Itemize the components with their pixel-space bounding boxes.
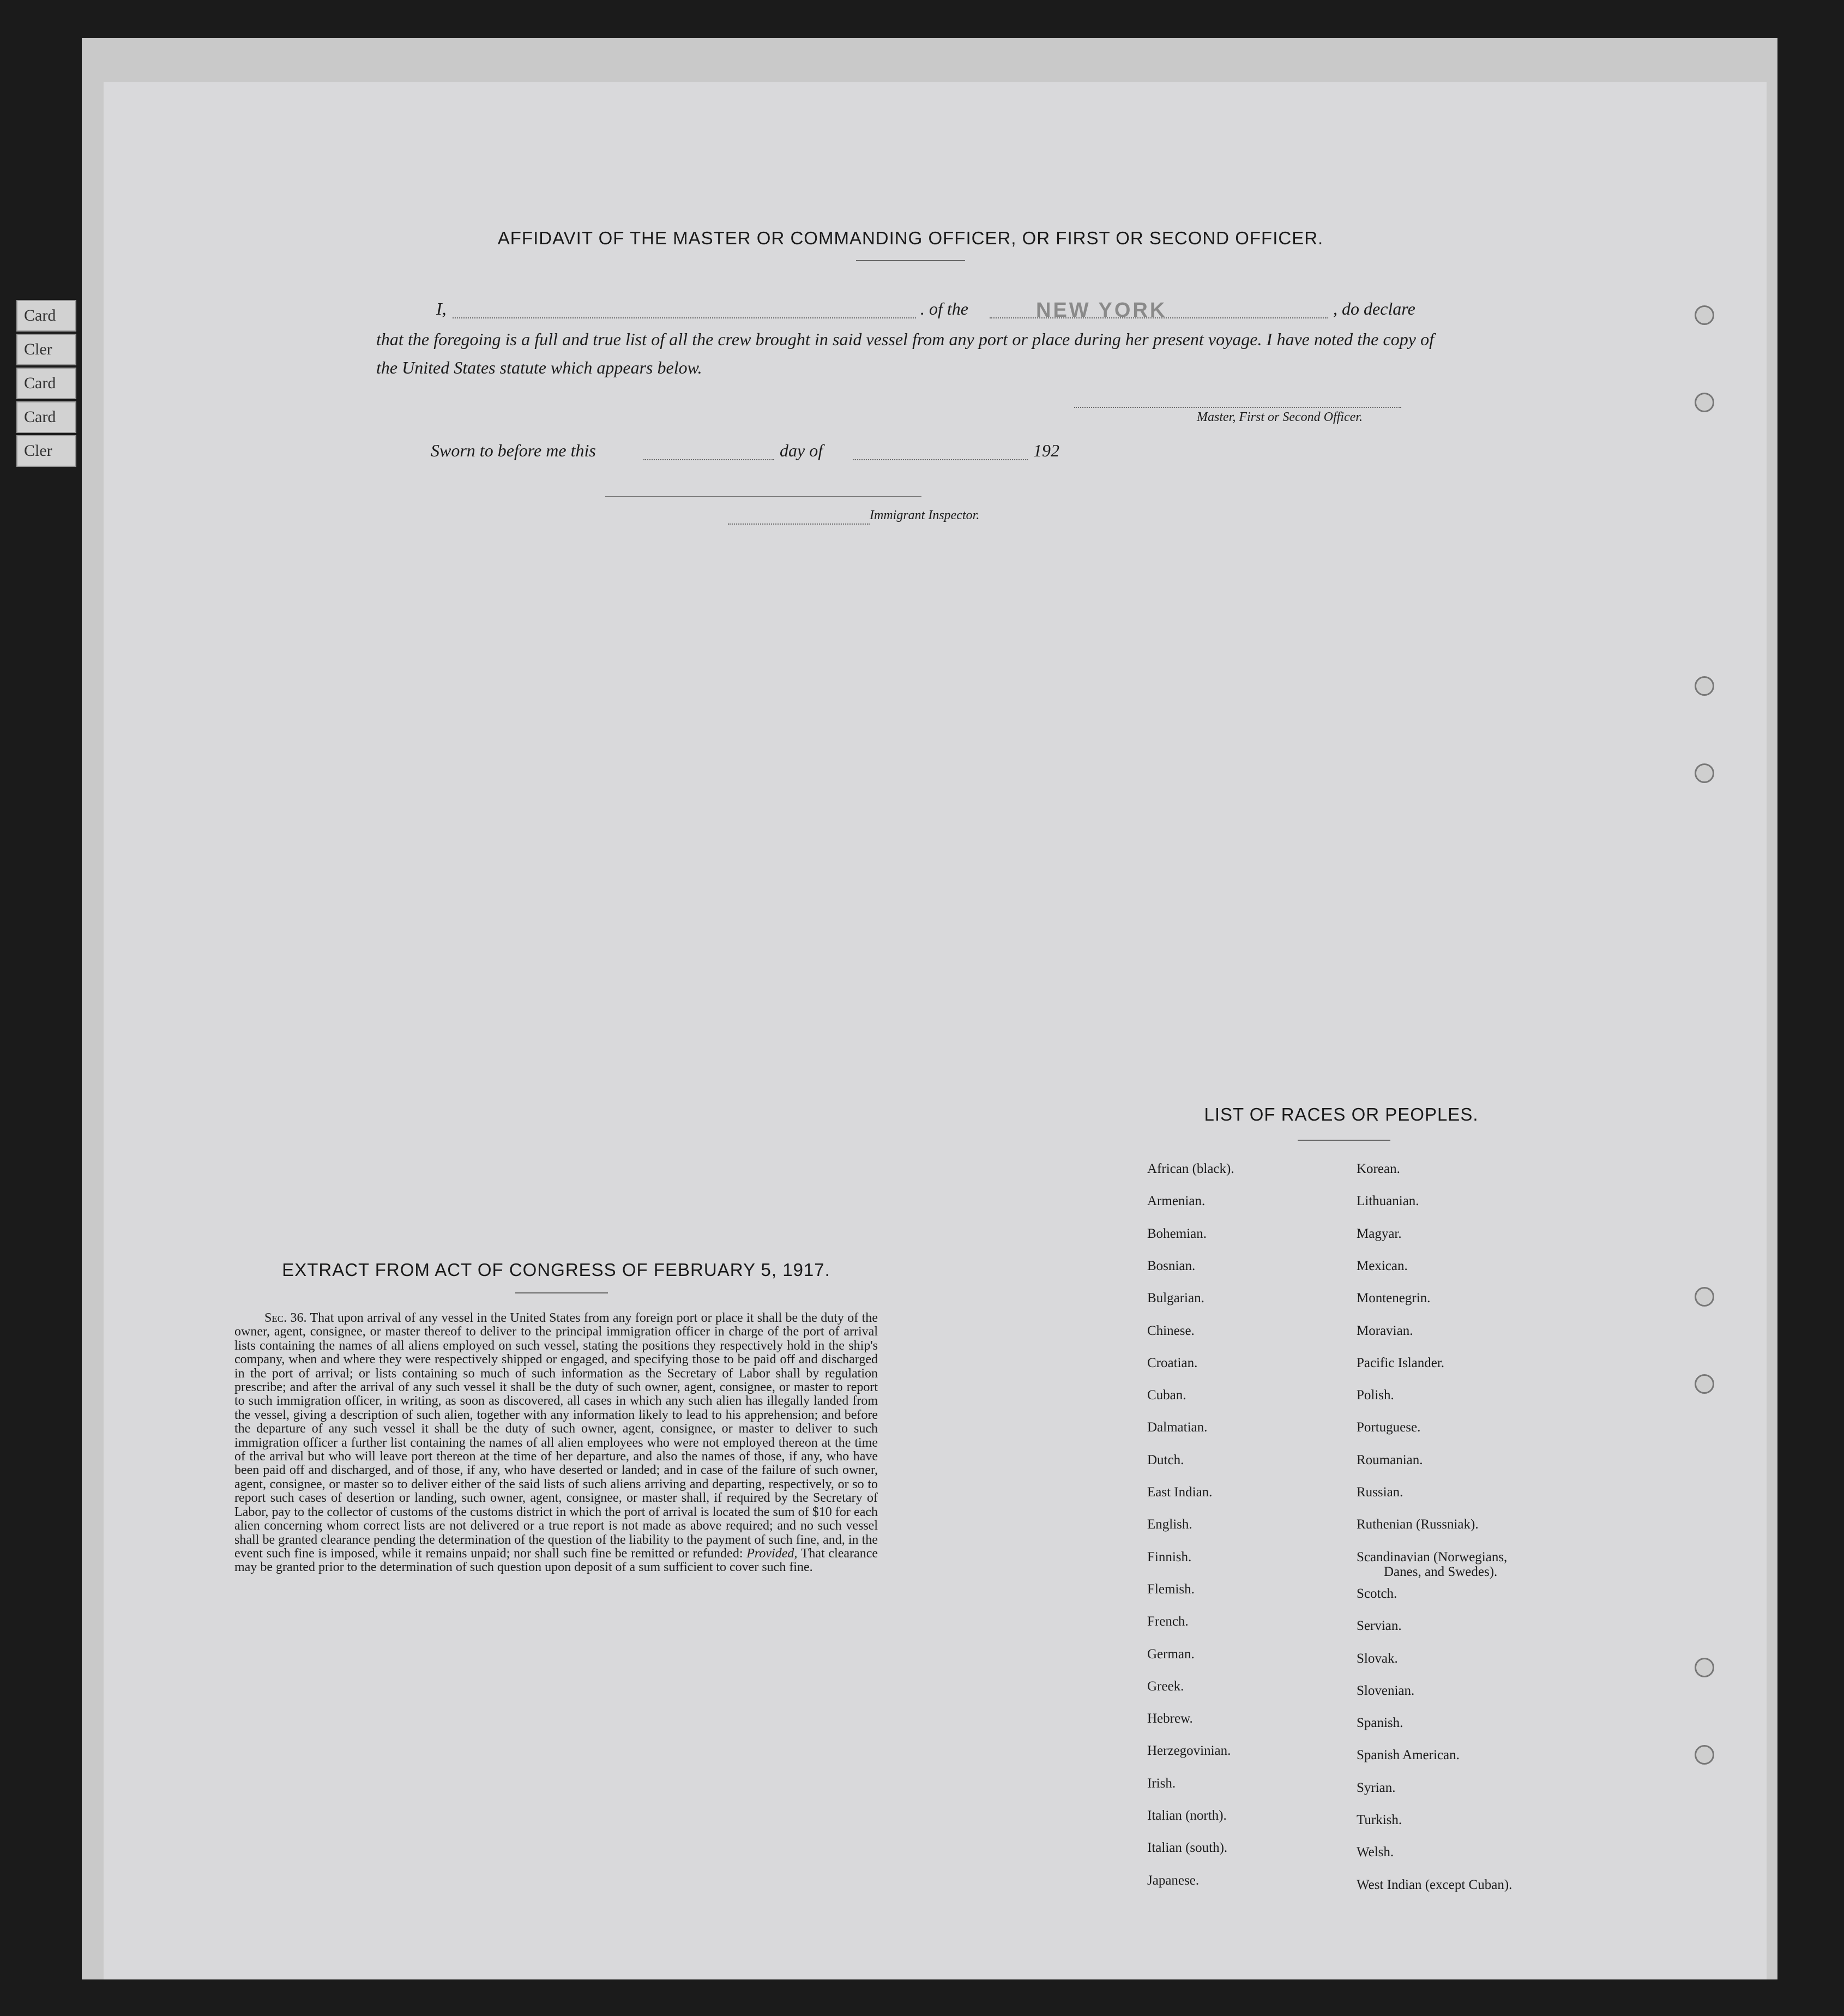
races-title: LIST OF RACES OR PEOPLES. [1204, 1104, 1479, 1124]
sworn-year: 192 [1033, 441, 1059, 460]
inspector-label: Immigrant Inspector. [870, 508, 980, 522]
race-entry: Dutch. [1147, 1452, 1184, 1467]
binder-hole [1695, 763, 1714, 783]
provided-word: Provided, [746, 1546, 798, 1561]
race-entry: Italian (south). [1147, 1840, 1228, 1856]
race-entry: Moravian. [1357, 1323, 1413, 1338]
race-entry: German. [1147, 1646, 1195, 1662]
declarant-name-field [453, 299, 916, 318]
sworn-month-field [853, 441, 1028, 460]
master-signature-field [1074, 390, 1401, 408]
race-entry: Bulgarian. [1147, 1291, 1204, 1306]
race-entry: French. [1147, 1614, 1189, 1629]
side-tab: Cler [16, 435, 76, 467]
statute-section-36 [234, 1311, 878, 1575]
race-entry: East Indian. [1147, 1485, 1213, 1500]
race-entry: Slovak. [1357, 1651, 1398, 1666]
race-entry: Ruthenian (Russniak). [1357, 1517, 1479, 1532]
race-entry: Magyar. [1357, 1226, 1402, 1241]
master-signature-label: Master, First or Second Officer. [1197, 410, 1363, 424]
vessel-prefix: . of the [920, 299, 968, 318]
binder-hole [1695, 1745, 1714, 1765]
race-entry: Japanese. [1147, 1873, 1200, 1888]
affidavit-title: AFFIDAVIT OF THE MASTER OR COMMANDING OFFICER, OR FIRST OR SECOND OFFICER. [497, 228, 1324, 248]
race-entry: Russian. [1357, 1485, 1403, 1500]
race-entry: Portuguese. [1357, 1420, 1421, 1435]
declarant-prefix: I, [436, 299, 447, 318]
race-entry: Bohemian. [1147, 1226, 1207, 1241]
race-entry: Italian (north). [1147, 1808, 1227, 1823]
races-title-rule [1298, 1140, 1390, 1141]
race-entry: Flemish. [1147, 1581, 1195, 1597]
extract-title-rule [515, 1292, 608, 1293]
inspector-signature-field [728, 507, 870, 525]
race-entry: Polish. [1357, 1388, 1394, 1403]
race-entry: Bosnian. [1147, 1258, 1196, 1273]
side-tab: Card [16, 368, 76, 399]
inspector-rule [605, 496, 921, 497]
binder-hole [1695, 393, 1714, 412]
side-tab: Card [16, 300, 76, 332]
side-tab: Cler [16, 334, 76, 365]
race-entry: Chinese. [1147, 1323, 1195, 1338]
sworn-day-of: day of [780, 441, 823, 460]
side-tab: Card [16, 401, 76, 433]
race-entry: Korean. [1357, 1162, 1400, 1176]
binder-hole [1695, 1287, 1714, 1307]
section-label: Sec. 36. [264, 1311, 307, 1325]
race-entry: Finnish. [1147, 1549, 1192, 1564]
vessel-name-field [990, 299, 1328, 318]
vessel-name-stamp: NEW YORK [1036, 299, 1167, 322]
race-entry: Pacific Islander. [1357, 1355, 1445, 1370]
race-entry: African (black). [1147, 1162, 1234, 1176]
race-entry: Spanish. [1357, 1716, 1403, 1731]
sworn-prefix: Sworn to before me this [431, 441, 596, 460]
race-entry: Greek. [1147, 1678, 1184, 1694]
race-entry: Lithuanian. [1357, 1194, 1419, 1209]
race-entry: Cuban. [1147, 1388, 1186, 1403]
title-rule [856, 260, 965, 261]
race-entry: Slovenian. [1357, 1683, 1415, 1698]
race-entry: Scotch. [1357, 1586, 1397, 1601]
race-entry: Dalmatian. [1147, 1420, 1208, 1435]
race-entry: Hebrew. [1147, 1711, 1193, 1726]
sworn-day-field [643, 441, 774, 460]
binder-hole [1695, 676, 1714, 696]
race-entry: Welsh. [1357, 1845, 1394, 1860]
binder-hole [1695, 305, 1714, 325]
side-tabs [16, 300, 76, 469]
race-entry: Montenegrin. [1357, 1291, 1431, 1306]
race-entry: West Indian (except Cuban). [1357, 1877, 1512, 1892]
binder-hole [1695, 1658, 1714, 1677]
race-entry: Croatian. [1147, 1355, 1198, 1370]
race-entry: Irish. [1147, 1776, 1176, 1791]
race-entry: Armenian. [1147, 1194, 1206, 1209]
binder-hole [1695, 1374, 1714, 1394]
race-entry: Mexican. [1357, 1258, 1408, 1273]
declare-suffix: , do declare [1333, 299, 1415, 318]
race-entry: Syrian. [1357, 1780, 1396, 1795]
statute-text-end: That clearance may be granted prior to the determination of such question upon deposit of a sum sufficient to cover such fine. [234, 1546, 878, 1575]
race-entry: Turkish. [1357, 1813, 1402, 1827]
race-entry: Scandinavian (Norwegians, [1357, 1549, 1508, 1564]
race-entry: Servian. [1357, 1618, 1402, 1634]
statute-text: That upon arrival of any vessel in the United States from any foreign port or place it shall be the duty of the owner, agent, consignee, or master thereof to deliver to the principal immigration officer in charge of the port of arrival lists containing the names of all aliens employed on such vessel, stating the positions they respectively hold in the ship's company, when and where they were respectively shipped or engaged, and specifying those to be paid off and discharged in the port of arrival; or lists containing so much of such information as the Secretary of Labor shall by regulation prescribe; and after the arrival of any such vessel it shall be the duty of such owner, agent, consignee, or master to report to such immigration officer, in writing, as soon as discovered, all cases in which any such alien has illegally landed from the vessel, giving a description of such alien, together with any information likely to lead to his apprehension; and before the departure of any such vessel it shall be the duty of such owner, agent, consignee, or master to deliver to such immigration officer a further list containing the names of all alien employees who were not employed thereon at the time of the arrival but who will leave port thereon at the time of her departure, and also the names of those, if any, who have been paid off and discharged, and of those, if any, who have deserted or landed; and in case of the failure of such owner, agent, consignee, or master so to deliver either of the said lists of such aliens arriving and departing, respectively, or so to report such cases of desertion or landing, such owner, agent, consignee, or master shall, if required by the Secretary of Labor, pay to the collector of customs of the customs district in which the port of arrival is located the sum of $10 for each alien concerning whom correct lists are not delivered or a true report is not made as above required; and no such vessel shall be granted clearance pending the determination of the question of the liability to the payment of such fine, and, in the event such fine is imposed, while it remains unpaid; nor shall such fine be remitted or refunded: [234, 1311, 878, 1561]
race-entry: Danes, and Swedes). [1384, 1564, 1498, 1579]
race-entry: Herzegovinian. [1147, 1743, 1231, 1759]
extract-title: EXTRACT FROM ACT OF CONGRESS OF FEBRUARY 5, 1917. [282, 1260, 830, 1280]
affidavit-statement: that the foregoing is a full and true list of all the crew brought in said vessel from any port or place during her present voyage. I have noted the copy of the United States statute which appears below. [376, 329, 1434, 377]
race-entry: English. [1147, 1517, 1192, 1532]
race-entry: Roumanian. [1357, 1452, 1423, 1467]
race-entry: Spanish American. [1357, 1748, 1460, 1763]
